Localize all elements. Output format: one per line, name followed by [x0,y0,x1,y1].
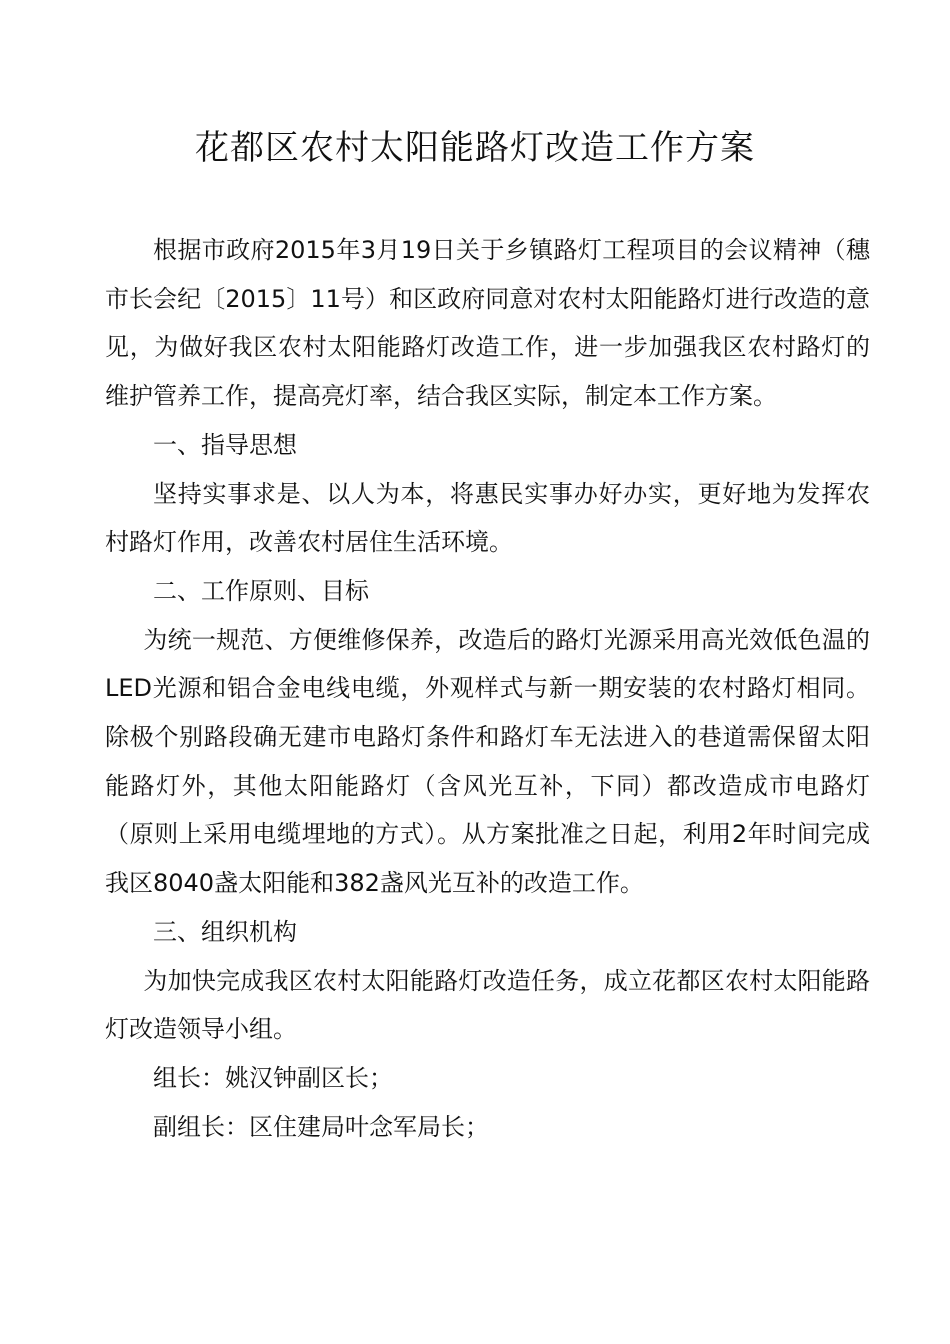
document-body [105,226,870,1151]
section-heading-organization: 三、组织机构 [153,917,297,946]
team-leader-line: 组长：姚汉钟副区长； [153,1063,393,1092]
deputy-team-leader-line: 副组长：区住建局叶念军局长； [153,1112,489,1141]
guiding-ideology-paragraph: 坚持实事求是、以人为本，将惠民实事办好办实，更好地为发挥农村路灯作用，改善农村居住生活环境。 [105,479,870,557]
organization-paragraph: 为加快完成我区农村太阳能路灯改造任务，成立花都区农村太阳能路灯改造领导小组。 [105,966,870,1044]
principles-goals-paragraph: 为统一规范、方便维修保养，改造后的路灯光源采用高光效低色温的LED光源和铝合金电线电缆，外观样式与新一期安装的农村路灯相同。除极个别路段确无建市电路灯条件和路灯车无法进入的巷道需保留太阳能路灯外，其他太阳能路灯（含风光互补，下同）都改造成市电路灯（原则上采用电缆埋地的方式）。从方案批准之日起，利用2年时间完成我区8040盏太阳能和382盏风光互补的改造工作。 [105,625,870,898]
intro-paragraph: 根据市政府2015年3月19日关于乡镇路灯工程项目的会议精神（穗市长会纪〔2015〕11号）和区政府同意对农村太阳能路灯进行改造的意见，为做好我区农村太阳能路灯改造工作，进一步加强我区农村路灯的维护管养工作，提高亮灯率，结合我区实际，制定本工作方案。 [105,236,870,411]
section-heading-principles-goals: 二、工作原则、目标 [153,576,369,605]
section-heading-guiding-ideology: 一、指导思想 [153,430,297,459]
document-title: 花都区农村太阳能路灯改造工作方案 [195,128,755,168]
